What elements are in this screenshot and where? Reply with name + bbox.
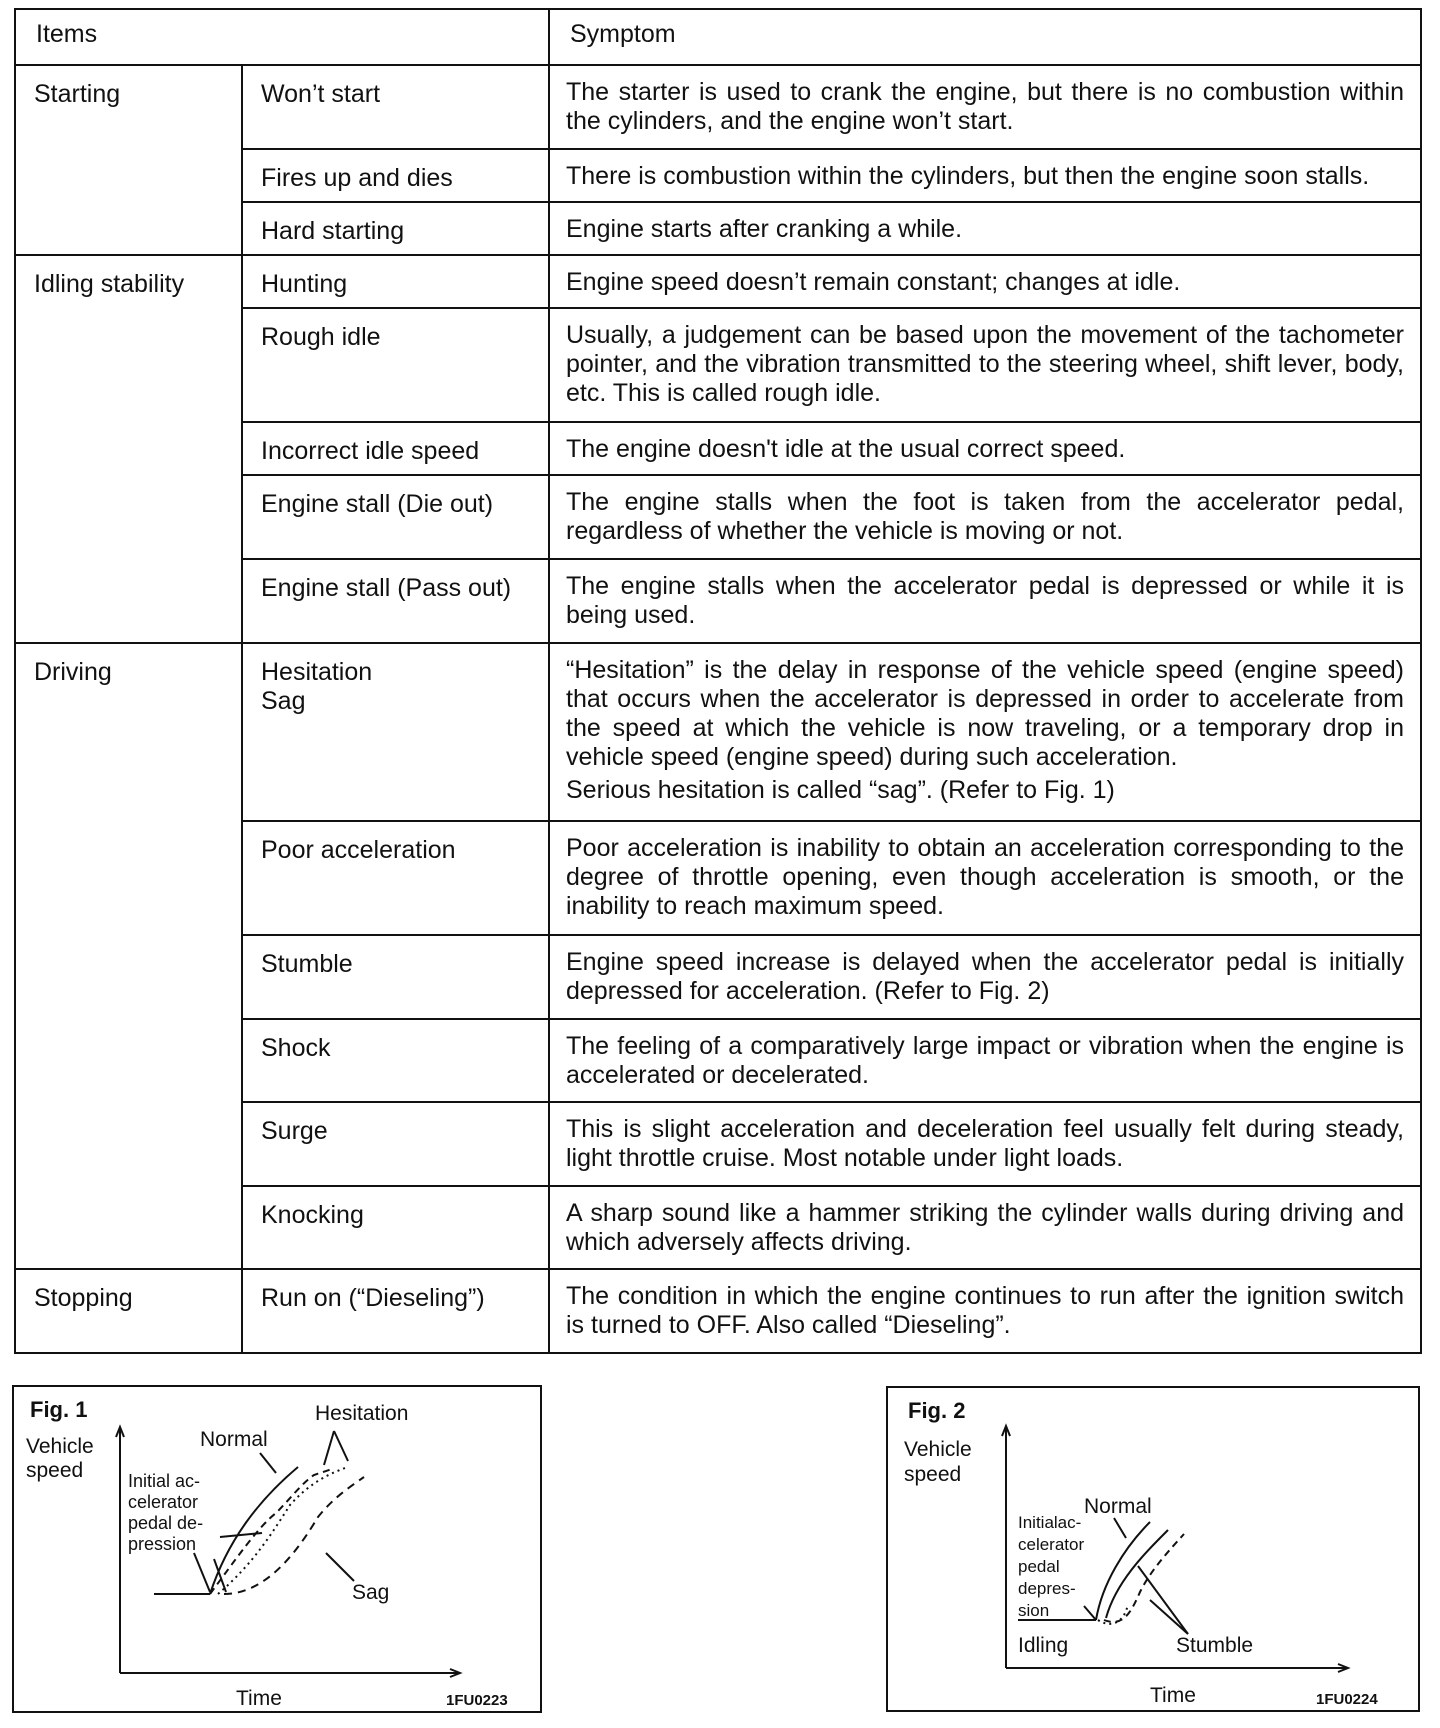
item-label: Knocking (261, 1200, 364, 1229)
item-label: Run on (“Dieseling”) (261, 1284, 485, 1313)
symptom-cell (549, 149, 1421, 202)
symptom-table (14, 8, 1422, 1354)
symptom-text: The feeling of a comparatively large impact or vibration when the engine is accelerated or decelerated. (566, 1031, 1404, 1089)
figure-2-initial-pointer (1084, 1606, 1096, 1620)
figure-2-code: 1FU0224 (1316, 1691, 1378, 1708)
symptom-text: Usually, a judgement can be based upon the movement of the tachometer pointer, and the vibration transmitted to the steering wheel, shift lever, body, etc. This is called rough idle. (566, 321, 1404, 408)
symptom-cell (549, 1019, 1421, 1103)
category-cell: Idling stability (15, 255, 242, 643)
symptom-text: A sharp sound like a hammer striking the cylinder walls during driving and which adversely affects driving. (566, 1198, 1404, 1256)
header-symptom: Symptom (549, 9, 1421, 65)
item-label: Hesitation (261, 657, 373, 686)
symptom-text: The engine stalls when the foot is taken from the accelerator pedal, regardless of whether the vehicle is moving or not. (566, 488, 1404, 546)
symptom-cell (549, 559, 1421, 643)
figure-2-graph (888, 1388, 1418, 1710)
figure-2-initial-line5: sion (1018, 1601, 1050, 1620)
figure-2-stumble-pointer-b (1138, 1566, 1188, 1634)
item-cell (242, 643, 549, 822)
figure-2-initial-line3: pedal (1018, 1557, 1060, 1576)
item-cell (242, 1186, 549, 1270)
item-label: Poor acceleration (261, 836, 456, 865)
figure-2 (886, 1386, 1420, 1712)
category-cell: Starting (15, 65, 242, 255)
symptom-text: Engine speed increase is delayed when the accelerator pedal is initially depressed for acceleration. (Refer to Fig. 2) (566, 948, 1404, 1006)
figure-1-hesitation-pointer-a (324, 1431, 334, 1465)
category-cell: Driving (15, 643, 242, 1270)
item-label: Sag (261, 686, 306, 715)
item-cell (242, 308, 549, 422)
figure-1-graph (14, 1387, 540, 1711)
symptom-cell (549, 643, 1421, 822)
item-cell (242, 255, 549, 308)
figure-2-ylabel-line2: speed (904, 1463, 962, 1486)
item-cell (242, 1019, 549, 1103)
table-body (15, 65, 1421, 1353)
figure-1-sag-label: Sag (352, 1581, 390, 1604)
symptom-cell (549, 1102, 1421, 1186)
symptom-cell (549, 821, 1421, 935)
figure-1-title: Fig. 1 (30, 1397, 88, 1422)
figure-2-ylabel-line1: Vehicle (904, 1438, 972, 1461)
figure-2-initial-line1: Initialac- (1018, 1513, 1082, 1532)
item-label: Engine stall (Pass out) (261, 574, 512, 603)
figure-1-initial-line3: pedal de- (128, 1513, 204, 1533)
item-label: Fires up and dies (261, 163, 453, 192)
symptom-text: The engine stalls when the accelerator pedal is depressed or while it is being used. (566, 572, 1404, 630)
item-label: Incorrect idle speed (261, 437, 480, 466)
header-items: Items (15, 9, 549, 65)
figure-1-hesitation-label: Hesitation (315, 1402, 409, 1425)
figure-1-ylabel-line1: Vehicle (26, 1435, 94, 1458)
item-cell (242, 65, 549, 149)
symptom-text: Engine starts after cranking a while. (566, 214, 963, 243)
figure-2-normal-pointer (1114, 1518, 1126, 1538)
figure-2-stumble-pointer-a (1150, 1600, 1188, 1634)
symptom-cell (549, 255, 1421, 308)
symptom-text: The condition in which the engine continues to run after the ignition switch is turned to OFF. Also called “Dieseling”. (566, 1282, 1404, 1340)
figure-1-initial-line1: Initial ac- (128, 1471, 201, 1491)
figure-2-stumble-dip (1098, 1604, 1128, 1624)
figure-1-hesitation-curve-2 (218, 1467, 348, 1594)
figure-2-normal-curve-2 (1106, 1530, 1168, 1618)
figure-1-initial-line4: pression (128, 1534, 197, 1554)
figure-2-stumble-label: Stumble (1176, 1634, 1254, 1657)
item-label: Surge (261, 1117, 328, 1146)
symptom-cell (549, 202, 1421, 255)
symptom-text: Poor acceleration is inability to obtain an acceleration corresponding to the degree of throttle opening, even though acceleration is smooth, or the inability to reach maximum speed. (566, 834, 1404, 921)
figure-1-initial-line2: celerator (128, 1492, 199, 1512)
figure-2-initial-line4: depres- (1018, 1579, 1076, 1598)
item-label: Shock (261, 1033, 331, 1062)
symptom-cell (549, 475, 1421, 559)
symptom-cell (549, 422, 1421, 475)
figure-1-hesitation-pointer-b (334, 1431, 348, 1461)
figure-1-initial-pointer-a (194, 1553, 210, 1592)
item-cell (242, 559, 549, 643)
symptom-text: Engine speed doesn’t remain constant; changes at idle. (566, 268, 1181, 297)
symptom-text: “Hesitation” is the delay in response of the vehicle speed (engine speed) that occurs when the accelerator is depressed in order to accelerate from the speed at which the vehicle is now traveling, or a temporary drop in vehicle speed (engine speed) during such acceleration. (566, 655, 1404, 771)
figure-2-title: Fig. 2 (908, 1398, 966, 1423)
symptom-text: The starter is used to crank the engine, but there is no combustion within the cylinders, and the engine won’t start. (566, 78, 1404, 135)
symptom-cell (549, 1269, 1421, 1353)
item-label: Won’t start (261, 80, 381, 108)
figure-1-normal-label: Normal (200, 1428, 268, 1451)
item-cell (242, 935, 549, 1019)
symptom-cell (549, 308, 1421, 422)
figure-2-idling-label: Idling (1018, 1634, 1069, 1657)
table-header-row (15, 9, 1421, 65)
symptom-text: There is combustion within the cylinders, but then the engine soon stalls. (566, 161, 1370, 190)
figure-2-initial-line2: celerator (1018, 1535, 1085, 1554)
symptom-cell (549, 1186, 1421, 1270)
item-label: Stumble (261, 950, 353, 979)
symptom-cell (549, 935, 1421, 1019)
item-cell (242, 202, 549, 255)
figure-1-normal-pointer (260, 1453, 276, 1473)
table-row (15, 643, 1421, 822)
figure-1-sag-pointer (326, 1553, 354, 1581)
category-cell: Stopping (15, 1269, 242, 1353)
symptom-text: This is slight acceleration and deceleration feel usually felt during steady, light throttle cruise. Most notable under light loads. (566, 1115, 1404, 1173)
figure-1-ylabel-line2: speed (26, 1459, 84, 1482)
symptom-cell (549, 65, 1421, 149)
item-label: Hunting (261, 270, 348, 299)
item-label: Hard starting (261, 216, 405, 245)
table-row (15, 65, 1421, 149)
figure-1-xlabel: Time (236, 1687, 282, 1710)
item-label: Rough idle (261, 323, 381, 352)
symptom-text: The engine doesn't idle at the usual correct speed. (566, 435, 1126, 464)
item-cell (242, 1102, 549, 1186)
symptom-text: Serious hesitation is called “sag”. (Refer to Fig. 1) (566, 775, 1115, 804)
item-cell (242, 149, 549, 202)
figure-1-normal-curve (210, 1467, 298, 1594)
figure-2-xlabel: Time (1150, 1684, 1196, 1707)
figure-1-hesitation-curve (210, 1469, 332, 1594)
figure-1 (12, 1385, 542, 1713)
figure-1-code: 1FU0223 (446, 1692, 508, 1709)
item-cell (242, 821, 549, 935)
figure-2-stumble-curve (1104, 1534, 1184, 1622)
item-cell (242, 475, 549, 559)
item-cell (242, 422, 549, 475)
figure-2-normal-label: Normal (1084, 1495, 1152, 1518)
item-label: Engine stall (Die out) (261, 490, 494, 519)
table-row (15, 255, 1421, 308)
table-row (15, 1269, 1421, 1353)
item-cell (242, 1269, 549, 1353)
